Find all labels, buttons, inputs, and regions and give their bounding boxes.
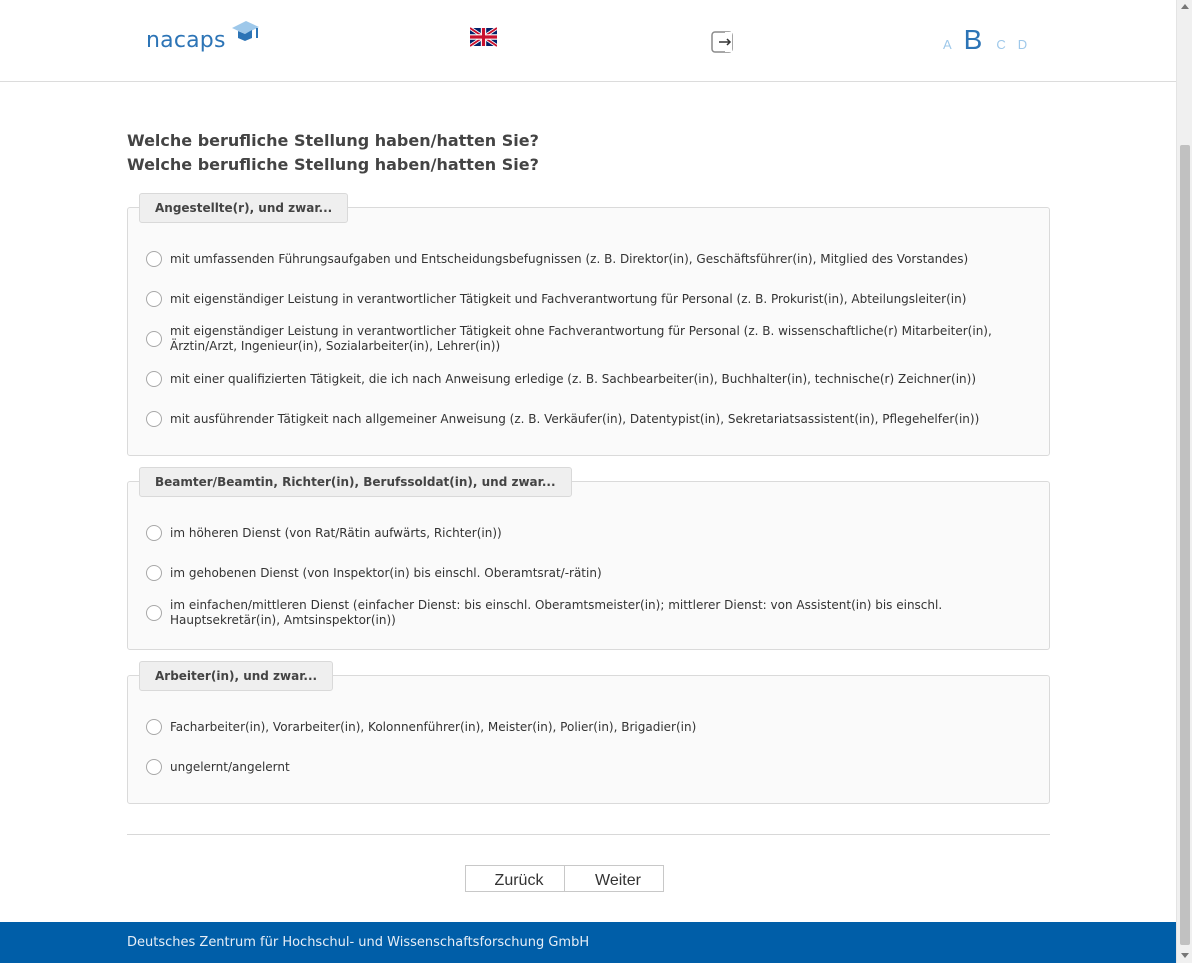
logo-text: nacaps [146,28,226,53]
scroll-down-icon[interactable] [1181,953,1189,958]
radio-button[interactable] [146,291,162,307]
question-title: Welche berufliche Stellung haben/hatten Sie? [127,131,539,150]
font-size-a[interactable]: A [943,37,952,52]
radio-option[interactable] [146,291,1006,307]
option-label: im einfachen/mittleren Dienst (einfacher Dienst: bis einschl. Oberamtsmeister(in); mittlerer Dienst: von Assistent(in) bis einschl. Hauptsekretär(in), Amtsinspektor(in)) [170,598,943,627]
radio-option[interactable] [146,525,1006,541]
scroll-thumb[interactable] [1180,145,1190,945]
option-label: im höheren Dienst (von Rat/Rätin aufwärts, Richter(in)) [170,525,502,540]
group-legend: Beamter/Beamtin, Richter(in), Berufssoldat(in), und zwar... [139,467,572,497]
radio-button[interactable] [146,371,162,387]
group-legend: Arbeiter(in), und zwar... [139,661,333,691]
radio-option[interactable] [146,324,1006,354]
question-subtitle: Welche berufliche Stellung haben/hatten Sie? [127,155,539,174]
font-size-selector [943,24,1039,54]
radio-option[interactable] [146,251,1006,267]
font-size-b[interactable]: B [963,24,983,55]
footer [0,922,1176,963]
group-angestellte [127,201,1050,456]
uk-flag-icon[interactable] [470,27,497,47]
option-label: mit ausführender Tätigkeit nach allgemeiner Anweisung (z. B. Verkäufer(in), Datentypist(in), Sekretariatsassistent(in), Pflegehelfer(in)) [170,411,980,426]
radio-button[interactable] [146,525,162,541]
option-label: mit einer qualifizierten Tätigkeit, die ich nach Anweisung erledige (z. B. Sachbearbeiter(in), Buchhalter(in), technische(r) Zeichner(in)) [170,371,977,386]
header [0,0,1176,82]
option-label: ungelernt/angelernt [170,759,290,774]
group-beamte [127,475,1050,650]
option-label: im gehobenen Dienst (von Inspektor(in) bis einschl. Oberamtsrat/-rätin) [170,565,602,580]
radio-option[interactable] [146,759,1006,775]
divider [127,834,1050,835]
option-label: mit eigenständiger Leistung in verantwortlicher Tätigkeit ohne Fachverantwortung für Personal (z. B. wissenschaftliche(r) Mitarbeiter(in), Ärztin/Arzt, Ingenieur(in), Sozialarbeiter(in), Lehrer(in)) [170,324,992,353]
radio-button[interactable] [146,411,162,427]
radio-button[interactable] [146,331,162,347]
back-button[interactable]: Zurück [465,865,565,892]
option-label: mit eigenständiger Leistung in verantwortlicher Tätigkeit und Fachverantwortung für Personal (z. B. Prokurist(in), Abteilungsleiter(in) [170,291,967,306]
radio-option[interactable] [146,411,1006,427]
group-arbeiter [127,669,1050,804]
radio-option[interactable] [146,719,1006,735]
font-size-d[interactable]: D [1017,37,1028,52]
radio-option[interactable] [146,371,1006,387]
radio-option[interactable] [146,565,1006,581]
radio-button[interactable] [146,251,162,267]
next-button[interactable]: Weiter [564,865,664,892]
graduation-cap-icon [228,20,260,48]
radio-button[interactable] [146,719,162,735]
radio-option[interactable] [146,598,1006,628]
nacaps-logo[interactable] [146,20,266,60]
option-label: Facharbeiter(in), Vorarbeiter(in), Kolonnenführer(in), Meister(in), Polier(in), Brigadier(in) [170,719,697,734]
scroll-up-icon[interactable] [1181,4,1189,9]
option-label: mit umfassenden Führungsaufgaben und Entscheidungsbefugnissen (z. B. Direktor(in), Geschäftsführer(in), Mitglied des Vorstandes) [170,251,969,266]
radio-button[interactable] [146,565,162,581]
group-legend: Angestellte(r), und zwar... [139,193,348,223]
radio-button[interactable] [146,605,162,621]
logout-icon[interactable] [711,31,733,53]
radio-button[interactable] [146,759,162,775]
footer-text: Deutsches Zentrum für Hochschul- und Wissenschaftsforschung GmbH [127,935,590,950]
scrollbar[interactable] [1176,0,1192,963]
font-size-c[interactable]: C [996,37,1006,52]
